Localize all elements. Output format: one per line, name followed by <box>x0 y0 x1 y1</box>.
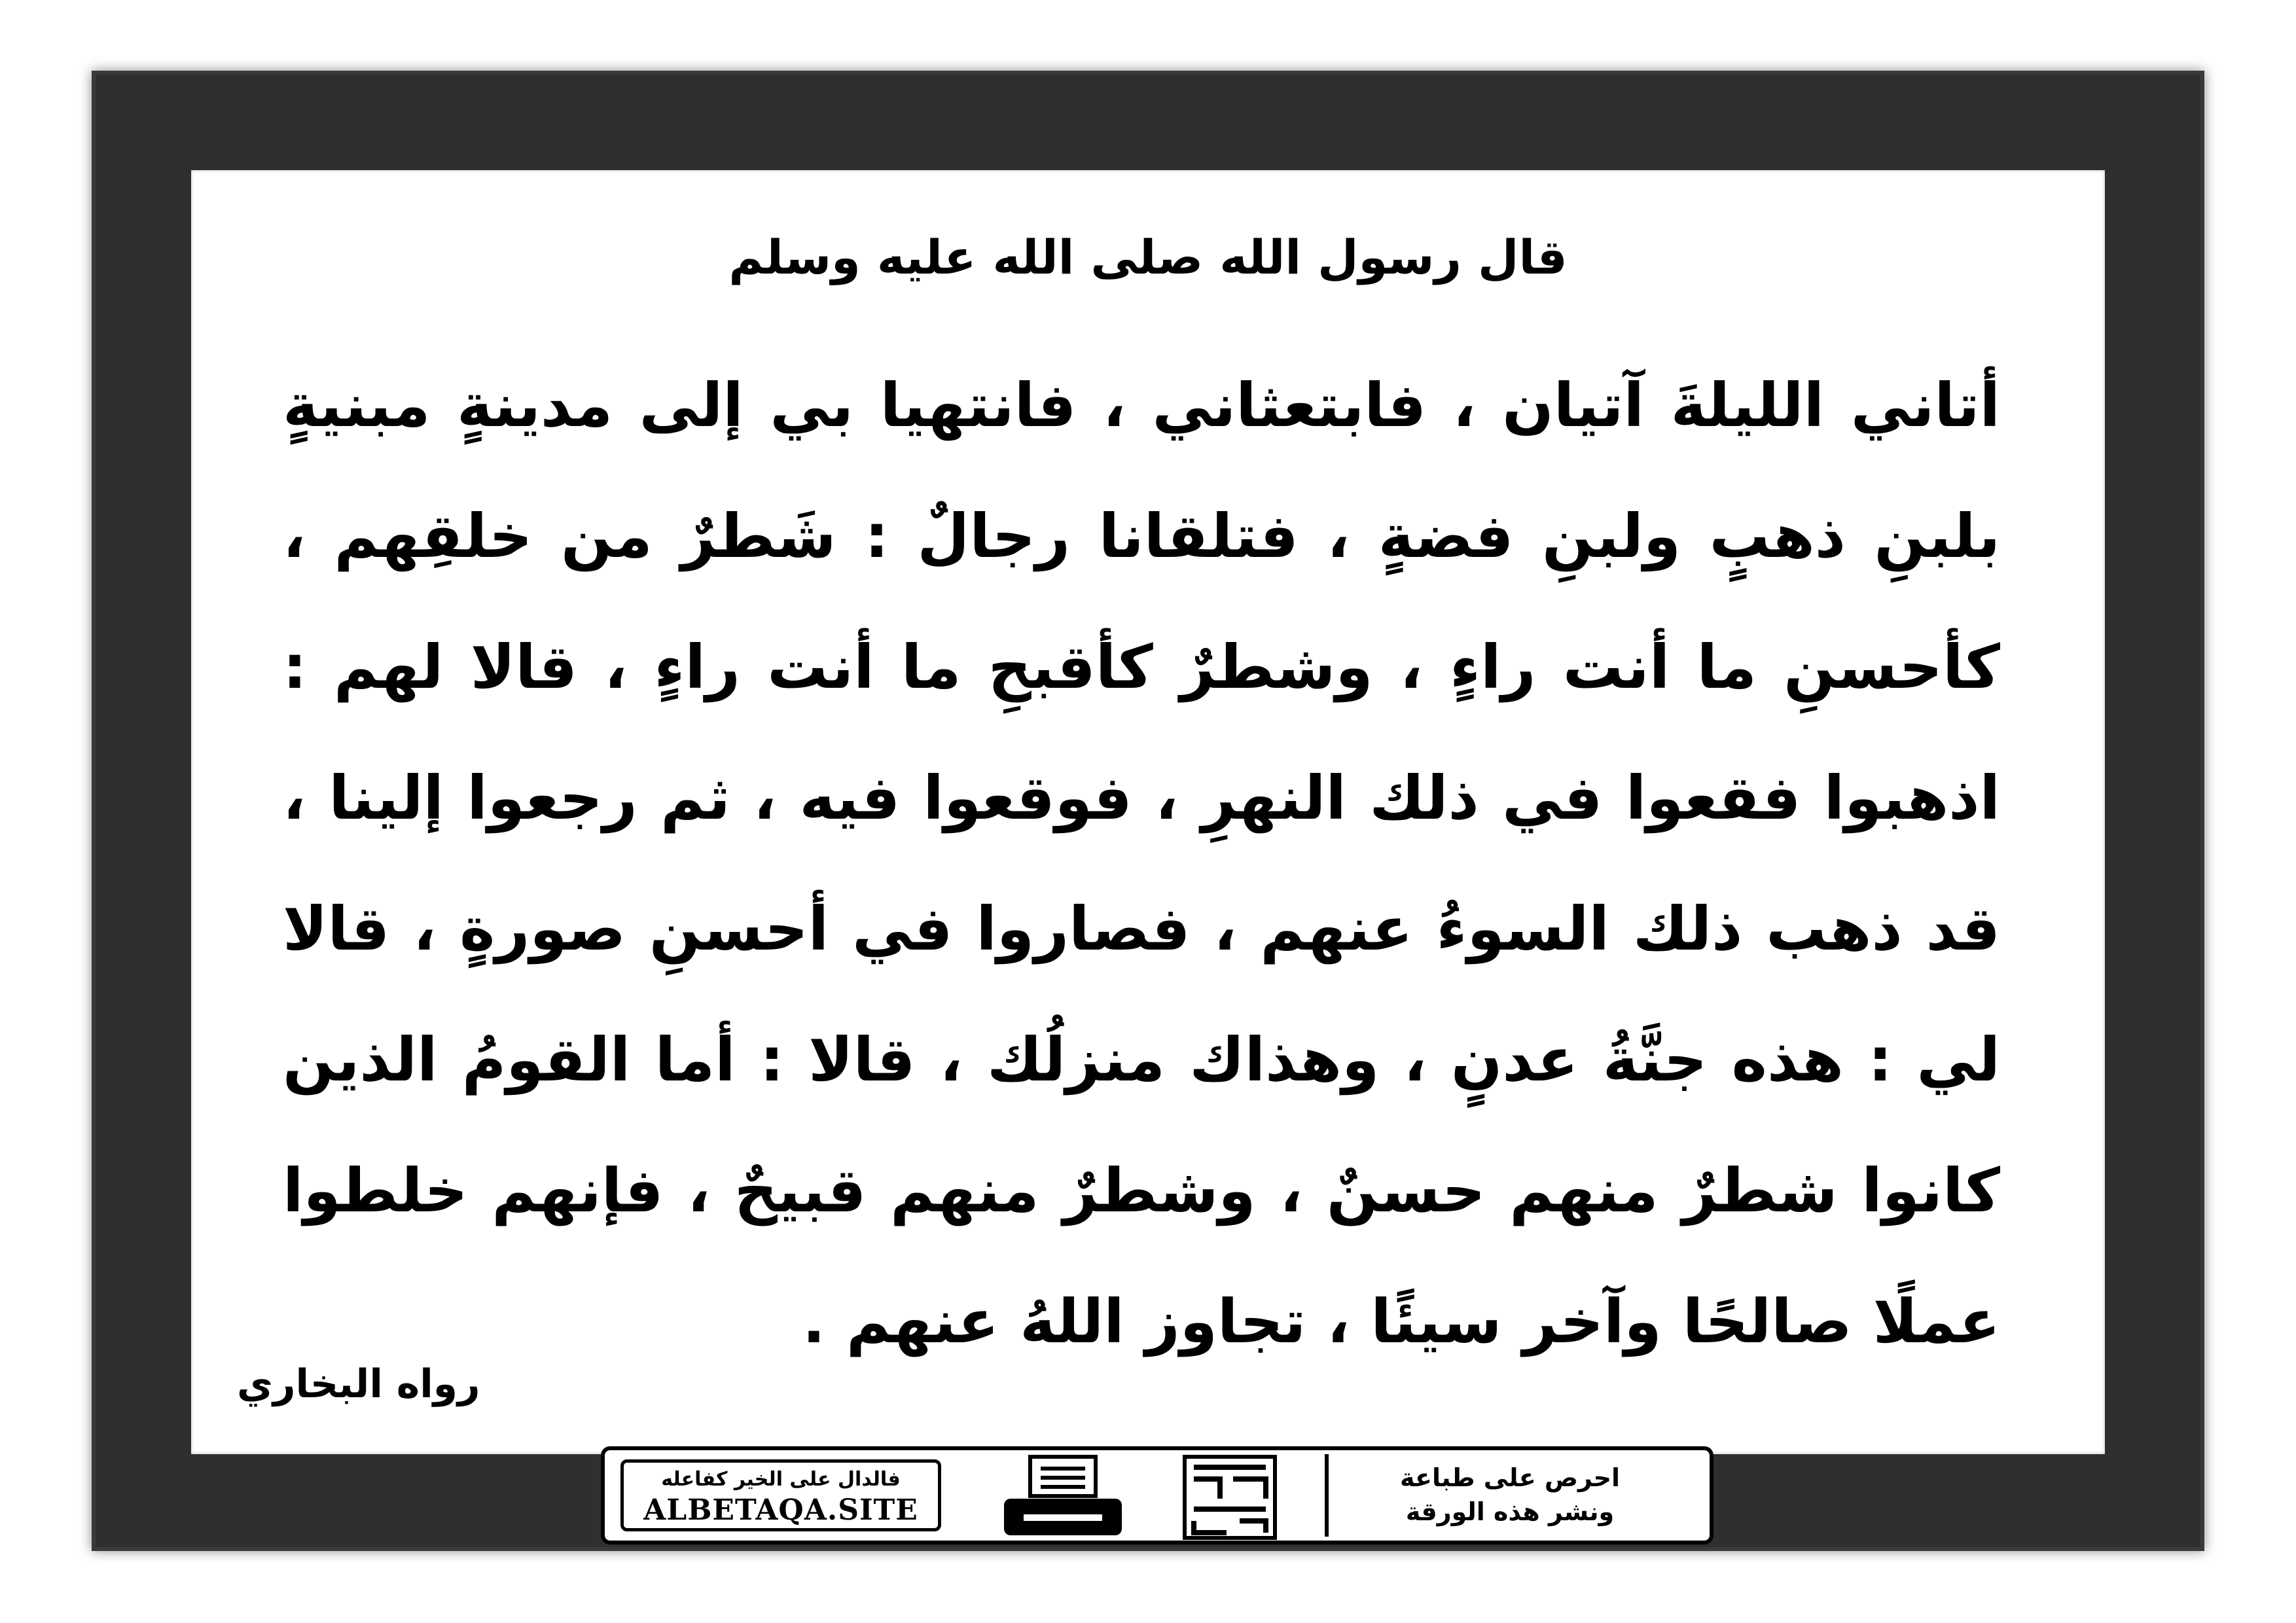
print-reminder-line2: ونشر هذه الورقة <box>1405 1497 1615 1526</box>
logo-text: دعوة الورقة <box>1230 1538 1233 1539</box>
print-reminder-line1: احرص على طباعة <box>1399 1463 1621 1492</box>
printer-icon <box>997 1453 1128 1542</box>
hadith-text: أتاني الليلةَ آتيان ، فابتعثاني ، فانتهيا بي إلى مدينةٍ مبنيةٍ بلبنِ ذهبٍ ولبنِ فضةٍ ، فتلقانا رجالٌ : شَطرٌ من خلقِهم ، كأحسنِ ما أنت راءٍ ، وشطرٌ كأقبحِ ما أنت راءٍ ، قالا لهم : اذهبوا فقعوا في ذلك النهرِ ، فوقعوا فيه ، ثم رجعوا إلينا ، قد ذهب ذلك السوءُ عنهم ، فصاروا في أحسنِ صورةٍ ، قالا لي : هذه جنَّةُ عدنٍ ، وهذاك منزلُك ، قالا : أما القومُ الذين كانوا شطرٌ منهم حسنٌ ، وشطرٌ منهم قبيحٌ ، فإنهم خلطوا عملًا صالحًا وآخر سيئًا ، تجاوز اللهُ عنهم . <box>283 370 2000 1357</box>
print-reminder <box>1325 1454 1691 1537</box>
site-box <box>620 1459 941 1531</box>
logo-icon <box>1181 1453 1279 1542</box>
banner-slogan: فالدال على الخير كفاعله <box>661 1468 901 1491</box>
footer-banner <box>601 1446 1713 1544</box>
page-title: قال رسول الله صلى الله عليه وسلم <box>728 230 1568 285</box>
content-card <box>191 170 2105 1454</box>
site-address: ALBETAQA.SITE <box>643 1493 918 1527</box>
hadith-source: رواه البخاري <box>237 1361 480 1407</box>
